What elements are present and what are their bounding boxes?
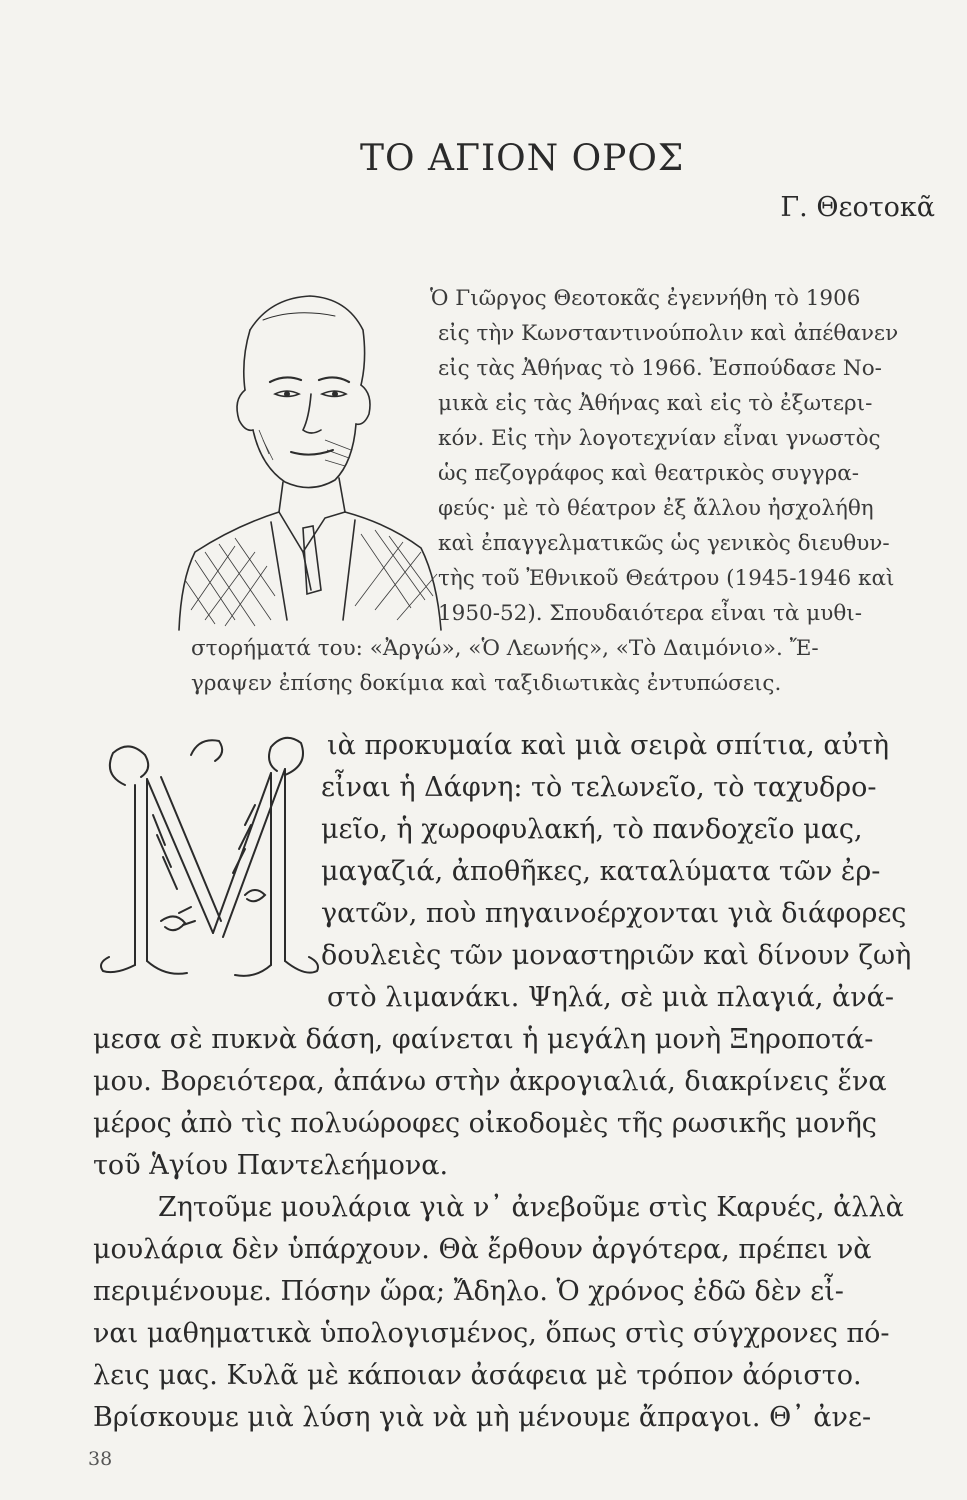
author-portrait-sketch	[175, 290, 445, 650]
page-number: 38	[88, 1448, 113, 1470]
body-text-line: λεις μας. Κυλᾶ μὲ κάποιαν ἀσάφεια μὲ τρόπον ἀόριστο.	[93, 1360, 862, 1391]
bio-line: Ὁ Γιῶργος Θεοτοκᾶς ἐγεννήθη τὸ 1906	[430, 286, 861, 311]
body-text-line: εἶναι ἡ Δάφνη: τὸ τελωνεῖο, τὸ ταχυδρο-	[321, 772, 877, 803]
drop-cap-ornament	[95, 725, 320, 995]
bio-line: 1950-52). Σπουδαιότερα εἶναι τὰ μυθι-	[438, 601, 862, 626]
bio-line: μικὰ εἰς τὰς Ἀθήνας καὶ εἰς τὸ ἐξωτερι-	[438, 391, 873, 416]
body-text-line: Βρίσκουμε μιὰ λύση γιὰ νὰ μὴ μένουμε ἄπραγοι. Θ᾽ ἀνε-	[93, 1402, 872, 1433]
body-text-line: ιὰ προκυμαία καὶ μιὰ σειρὰ σπίτια, αὐτὴ	[327, 730, 890, 761]
bio-line: τὴς τοῦ Ἐθνικοῦ Θεάτρου (1945-1946 καὶ	[438, 566, 895, 591]
body-text-line: ναι μαθηματικὰ ὑπολογισμένος, ὅπως στὶς σύγχρονες πό-	[93, 1318, 890, 1349]
chapter-title: ΤΟ ΑΓΙΟΝ ΟΡΟΣ	[360, 138, 685, 179]
bio-line: καὶ ἐπαγγελματικῶς ὡς γενικὸς διευθυν-	[438, 531, 890, 556]
body-text-line: περιμένουμε. Πόσην ὥρα; Ἄδηλο. Ὁ χρόνος ἐδῶ δὲν εἶ-	[93, 1276, 844, 1307]
bio-line: εἰς τὴν Κωνσταντινούπολιν καὶ ἀπέθανεν	[438, 321, 899, 346]
body-text-line: μέρος ἀπὸ τὶς πολυώροφες οἰκοδομὲς τῆς ρωσικῆς μονῆς	[93, 1108, 877, 1139]
bio-line: ὡς πεζογράφος καὶ θεατρικὸς συγγρα-	[438, 461, 860, 486]
body-text-line: δουλειὲς τῶν μοναστηριῶν καὶ δίνουν ζωὴ	[321, 940, 912, 971]
bio-line: εἰς τὰς Ἀθήνας τὸ 1966. Ἐσπούδασε Νο-	[438, 356, 882, 381]
bio-line: κόν. Εἰς τὴν λογοτεχνίαν εἶναι γνωστὸς	[438, 426, 881, 451]
body-text-line: γατῶν, ποὺ πηγαινοέρχονται γιὰ διάφορες	[321, 898, 907, 929]
bio-line: γραψεν ἐπίσης δοκίμια καὶ ταξιδιωτικὰς ἐντυπώσεις.	[191, 671, 782, 696]
body-text-line: τοῦ Ἁγίου Παντελεήμονα.	[93, 1150, 449, 1181]
bio-line: στορήματά του: «Ἀργώ», «Ὁ Λεωνής», «Τὸ Δαιμόνιο». Ἔ-	[191, 636, 819, 661]
body-text-line: μουλάρια δὲν ὑπάρχουν. Θὰ ἔρθουν ἀργότερα, πρέπει νὰ	[93, 1234, 872, 1265]
body-text-line: Ζητοῦμε μουλάρια γιὰ ν᾽ ἀνεβοῦμε στὶς Καρυές, ἀλλὰ	[158, 1192, 904, 1223]
bio-line: φεύς· μὲ τὸ θέατρον ἐξ ἄλλου ἠσχολήθη	[438, 496, 874, 521]
body-text-line: μεσα σὲ πυκνὰ δάση, φαίνεται ἡ μεγάλη μονὴ Ξηροποτά-	[93, 1024, 874, 1055]
author-name: Γ. Θεοτοκᾶ	[780, 192, 935, 223]
body-text-line: μαγαζιά, ἀποθῆκες, καταλύματα τῶν ἐρ-	[321, 856, 881, 887]
body-text-line: μεῖο, ἡ χωροφυλακή, τὸ πανδοχεῖο μας,	[321, 814, 863, 845]
body-text-line: στὸ λιμανάκι. Ψηλά, σὲ μιὰ πλαγιά, ἀνά-	[327, 982, 894, 1013]
body-text-line: μου. Βορειότερα, ἀπάνω στὴν ἀκρογιαλιά, διακρίνεις ἕνα	[93, 1066, 887, 1097]
